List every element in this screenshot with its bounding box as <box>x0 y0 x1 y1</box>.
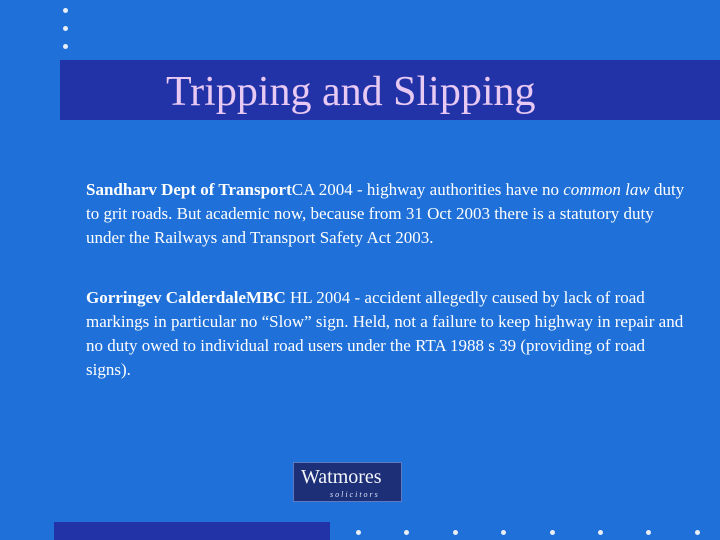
paragraph-text: CA 2004 - highway authorities have no <box>291 180 564 199</box>
decorative-dot <box>695 530 700 535</box>
decorative-dot <box>453 530 458 535</box>
paragraph-gorringe <box>86 286 686 382</box>
paragraph-text: duty to grit roads. But academic now, because from 31 Oct 2003 there is a statutory duty under the Railways and Transport Safety Act 2003. <box>86 180 685 247</box>
decorative-dot <box>63 44 68 49</box>
decorative-dot <box>63 26 68 31</box>
logo-name: Watmores <box>301 466 382 488</box>
decorative-dot <box>63 8 68 13</box>
paragraph-text: HL 2004 - accident allegedly caused by lack of road markings in particular no “Slow” sign. Held, not a failure to keep highway in repair and no duty owed to individual road users under the RTA 1988 s 39 (providing of road signs). <box>86 288 684 379</box>
decorative-dot <box>550 530 555 535</box>
watmores-logo <box>293 462 402 502</box>
case-name: Gorringev CalderdaleMBC <box>86 288 286 307</box>
decorative-dot <box>598 530 603 535</box>
decorative-dot <box>356 530 361 535</box>
paragraph-sandhar <box>86 178 686 250</box>
decorative-dot <box>646 530 651 535</box>
decorative-dot <box>501 530 506 535</box>
case-name: Sandharv Dept of Transport <box>86 180 292 199</box>
slide-title: Tripping and Slipping <box>166 69 536 115</box>
bottom-band <box>54 522 330 540</box>
italic-phrase: common law <box>563 180 650 199</box>
logo-subtitle: solicitors <box>330 490 380 499</box>
decorative-dot <box>404 530 409 535</box>
